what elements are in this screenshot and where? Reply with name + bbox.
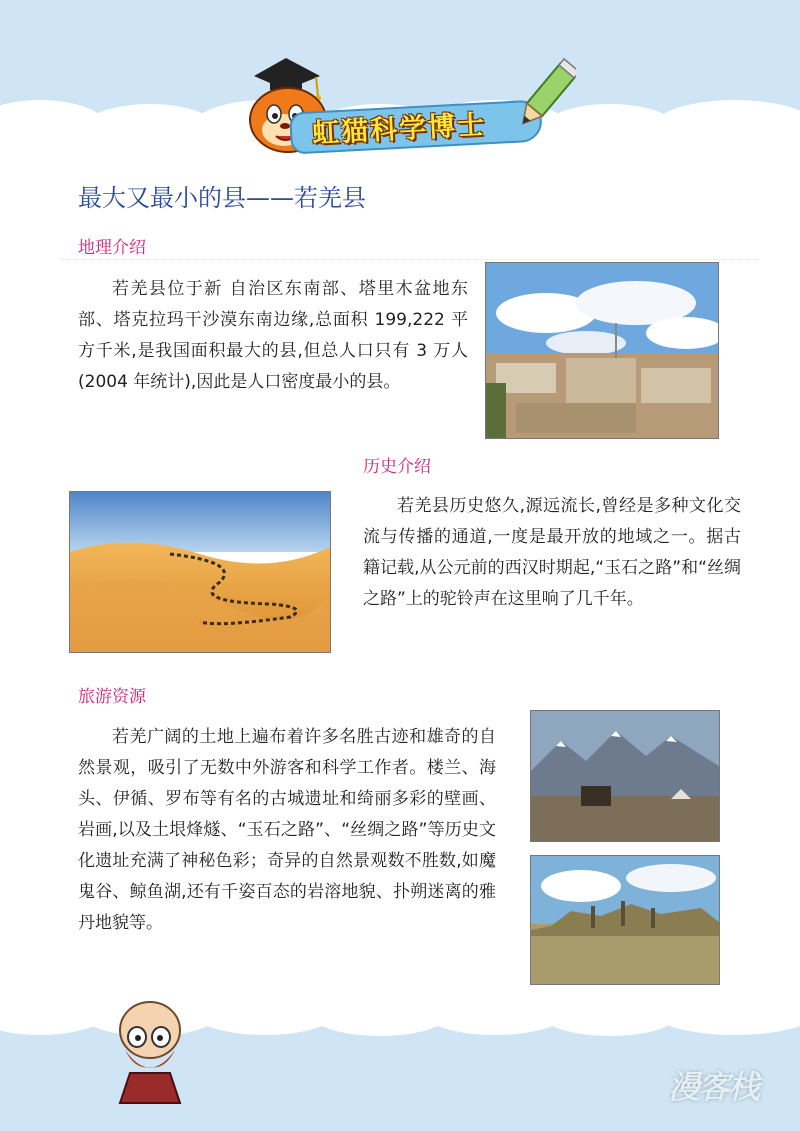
logo-title: 虹猫科学博士 (311, 109, 487, 150)
section-heading-history: 历史介绍 (363, 457, 431, 477)
desert-camel-photo (69, 491, 331, 653)
divider (60, 259, 760, 260)
professor-mascot-icon (95, 995, 205, 1105)
tourism-paragraph: 若羌广阔的土地上遍布着许多名胜古迹和雄奇的自然景观，吸引了无数中外游客和科学工作者。楼兰、海头、伊循、罗布等有名的古城遗址和绮丽多彩的壁画、岩画,以及土垠烽燧、“玉石之路”、“丝绸之路”等历史文化遗址充满了神秘色彩；奇异的自然景观数不胜数,如魔鬼谷、鲸鱼湖,还有千姿百态的岩溶地貌、扑朔迷离的雅丹地貌等。 (78, 727, 496, 933)
pencil-icon (516, 56, 576, 136)
watermark: 漫客栈 (668, 1068, 759, 1106)
page-title: 最大又最小的县——若羌县 (78, 184, 366, 212)
town-photo (485, 262, 719, 439)
history-paragraph: 若羌县历史悠久,源远流长,曾经是多种文化交流与传播的通道,一度是最开放的地域之一。据古籍记载,从公元前的西汉时期起,“玉石之路”和“丝绸之路”上的驼铃声在这里响了几千年。 (363, 496, 741, 609)
mountain-ruins-photo (530, 710, 720, 842)
geography-paragraph: 若羌县位于新 自治区东南部、塔里木盆地东部、塔克拉玛干沙漠东南边缘,总面积 199,222 平方千米,是我国面积最大的县,但总人口只有 3 万人(2004 年统计),因此是人口密度最小的县。 (78, 279, 468, 392)
section-heading-geography: 地理介绍 (78, 238, 146, 258)
section-heading-tourism: 旅游资源 (78, 687, 146, 707)
logo (240, 50, 580, 160)
ancient-city-photo (530, 855, 720, 985)
